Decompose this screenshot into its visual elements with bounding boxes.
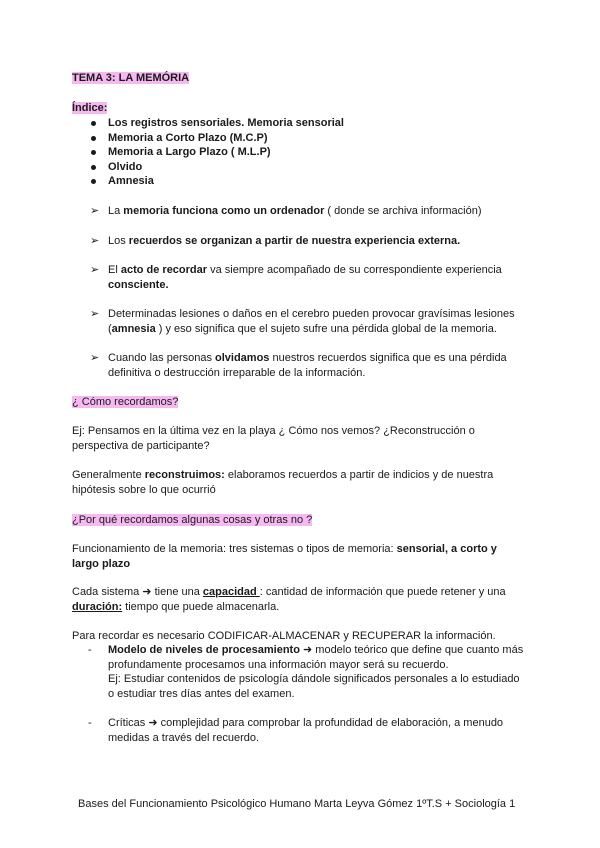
page-footer: Bases del Funcionamiento Psicológico Humano Marta Leyva Gómez 1ºT.S + Sociología 1 xyxy=(78,798,516,810)
text: ➜ modelo teórico que define que cuanto más profundamente procesamos una información mayor será su recuerdo. xyxy=(108,644,524,671)
text: va siempre acompañado de su correspondiente experiencia xyxy=(207,264,502,276)
underlined-bold-text: duración: xyxy=(72,600,123,613)
text: ( donde se archiva información) xyxy=(324,205,482,217)
text: Funcionamiento de la memoria: tres sistemas o tipos de memoria: xyxy=(72,543,397,555)
arrow-bullet-icon: ➢ xyxy=(90,204,100,217)
index-heading-text: Índice: xyxy=(72,102,108,114)
page-title xyxy=(72,71,189,86)
bold-text: consciente. xyxy=(108,278,169,291)
section-heading-como xyxy=(72,395,532,410)
text: Cada sistema ➜ tiene una xyxy=(72,586,203,598)
index-heading xyxy=(72,101,107,116)
section-heading-text: ¿Por qué recordamos algunas cosas y otras no ? xyxy=(72,514,313,526)
bold-text: acto de recordar xyxy=(120,264,208,276)
bold-text: reconstruimos: xyxy=(144,469,225,481)
section-heading-por-que xyxy=(72,513,532,528)
bold-text: sensorial, a corto y largo plazo xyxy=(72,543,497,570)
bold-text: amnesia xyxy=(111,322,156,335)
arrow-bullet-icon: ➢ xyxy=(90,263,100,276)
dash-item-criticas xyxy=(88,716,528,745)
text: nuestros recuerdos significa que es una pérdida definitiva o destrucción irreparable de la información. xyxy=(108,352,507,379)
arrow-point-3 xyxy=(90,263,520,292)
paragraph: Para recordar es necesario CODIFICAR-ALMACENAR y RECUPERAR la información. xyxy=(72,630,496,642)
index-item: Olvido xyxy=(88,160,508,175)
index-item: Memoria a Largo Plazo ( M.L.P) xyxy=(88,145,508,160)
dash-bullet: - xyxy=(88,644,92,656)
text: Determinadas lesiones o daños en el cerebro pueden provocar gravísimas lesiones ( xyxy=(108,308,515,335)
arrow-bullet-icon: ➢ xyxy=(90,351,100,364)
text: ) y eso significa que el sujeto sufre una pérdida global de la memoria. xyxy=(155,322,497,335)
index-list xyxy=(88,116,508,189)
bold-text: recuerdos se organizan a partir de nuestra experiencia externa. xyxy=(128,235,461,247)
arrow-point-5 xyxy=(90,351,520,380)
underlined-bold-text: capacidad xyxy=(202,586,260,598)
text: elaboramos recuerdos a partir de indicios y de nuestra hipótesis sobre lo que ocurrió xyxy=(72,469,494,496)
example-text: Ej: Estudiar contenidos de psicología dándole significados personales a lo estudiado o estudiar tres días antes del examen. xyxy=(108,673,520,700)
index-item: Los registros sensoriales. Memoria sensorial xyxy=(88,116,508,131)
index-item: Memoria a Corto Plazo (M.C.P) xyxy=(88,131,508,146)
text: Cuando las personas xyxy=(108,352,216,364)
arrow-point-4 xyxy=(90,307,530,336)
dash-item-modelo xyxy=(88,643,528,701)
text: Los xyxy=(108,235,129,247)
paragraph xyxy=(72,468,512,497)
paragraph: Ej: Pensamos en la última vez en la playa ¿ Cómo nos vemos? ¿Reconstrucción o perspectiva de participante? xyxy=(72,425,475,452)
paragraph xyxy=(72,542,512,571)
text: El xyxy=(108,264,121,276)
text: La xyxy=(108,205,124,217)
bold-text: olvidamos xyxy=(215,352,270,364)
arrow-point-2 xyxy=(90,234,530,249)
text: Generalmente xyxy=(72,469,145,481)
paragraph xyxy=(72,585,522,614)
title-text: TEMA 3: LA MEMÓRIA xyxy=(72,72,190,84)
text: : cantidad de información que puede retener y una xyxy=(259,586,506,598)
text: tiempo que puede almacenarla. xyxy=(122,600,280,613)
section-heading-text: ¿ Cómo recordamos? xyxy=(72,396,179,408)
bold-text: Modelo de niveles de procesamiento xyxy=(108,644,300,656)
arrow-bullet-icon: ➢ xyxy=(90,307,100,320)
index-item: Amnesia xyxy=(88,174,508,189)
arrow-point-1 xyxy=(90,204,530,219)
text: Críticas ➜ complejidad para comprobar la profundidad de elaboración, a menudo medidas a través del recuerdo. xyxy=(108,717,504,744)
bold-text: memoria funciona como un ordenador xyxy=(123,205,325,217)
arrow-bullet-icon: ➢ xyxy=(90,234,100,247)
dash-bullet: - xyxy=(88,717,92,729)
